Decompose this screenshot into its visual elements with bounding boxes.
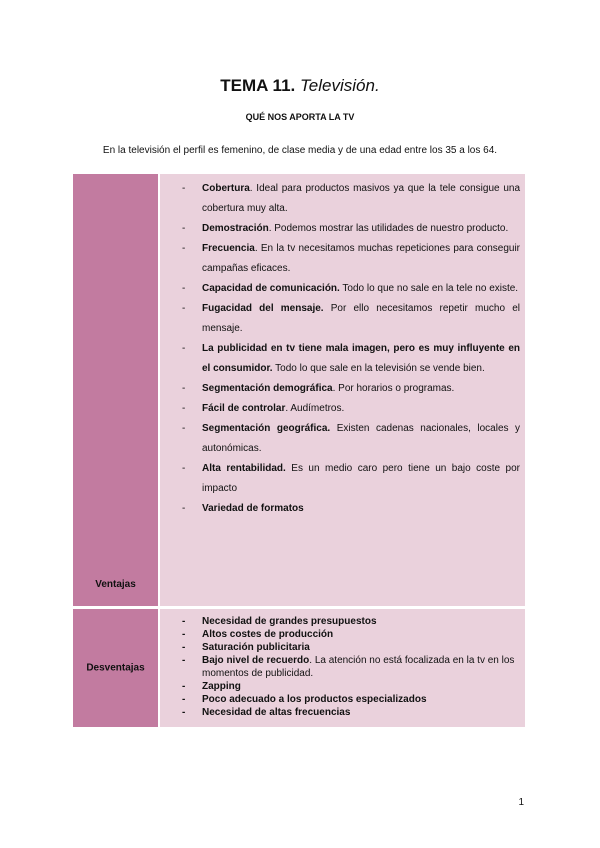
list-item-term: Capacidad de comunicación. xyxy=(202,283,340,294)
list-item xyxy=(180,628,520,641)
list-item xyxy=(180,179,520,219)
ventajas-row xyxy=(73,174,525,609)
ventajas-label: Ventajas xyxy=(95,579,136,590)
list-item-description: . Podemos mostrar las utilidades de nuestro producto. xyxy=(268,223,509,234)
list-item-term: Necesidad de altas frecuencias xyxy=(202,707,351,718)
list-item xyxy=(180,706,520,719)
section-subtitle: QUÉ NOS APORTA LA TV xyxy=(245,112,355,122)
title-bold: TEMA 11. xyxy=(220,76,296,95)
list-item-description: Por ello necesitamos repetir mucho el mensaje. xyxy=(202,303,521,334)
desventajas-row xyxy=(73,609,525,727)
list-item-description: Todo lo que sale en la televisión se vende bien. xyxy=(272,363,485,374)
list-item xyxy=(180,693,520,706)
list-item-term: Variedad de formatos xyxy=(202,503,304,514)
list-item-description: Existen cadenas nacionales, locales y autonómicas. xyxy=(202,423,520,454)
list-item xyxy=(180,299,520,339)
pros-cons-table xyxy=(73,174,525,727)
list-item xyxy=(180,419,520,459)
list-item-term: Saturación publicitaria xyxy=(202,642,310,653)
list-item xyxy=(180,499,520,519)
ventajas-body-cell xyxy=(160,174,525,606)
list-item xyxy=(180,459,520,499)
list-item-term: Demostración xyxy=(202,223,269,234)
list-item-description: . La atención no está focalizada en la tv en los momentos de publicidad. xyxy=(202,655,515,679)
intro-paragraph: En la televisión el perfil es femenino, de clase media y de una edad entre los 35 a los 64. xyxy=(102,145,498,156)
ventajas-label-cell xyxy=(73,174,158,606)
list-item xyxy=(180,615,520,628)
list-item xyxy=(180,239,520,279)
title-italic: Televisión. xyxy=(299,76,380,95)
list-item-description: Es un medio caro pero tiene un bajo coste por impacto xyxy=(202,463,520,494)
list-item-term: Cobertura xyxy=(202,183,250,194)
page-title xyxy=(0,76,600,96)
ventajas-list xyxy=(180,179,520,519)
list-item xyxy=(180,339,520,379)
list-item xyxy=(180,399,520,419)
list-item-description: . En la tv necesitamos muchas repeticiones para conseguir campañas eficaces. xyxy=(202,243,520,274)
list-item-term: Altos costes de producción xyxy=(202,629,334,640)
list-item-term: La publicidad en tv tiene mala imagen, pero es muy influyente en el consumidor. xyxy=(202,343,520,374)
list-item-term: Zapping xyxy=(202,681,241,692)
list-item-term: Segmentación demográfica xyxy=(202,383,333,394)
desventajas-body-cell xyxy=(160,609,525,727)
list-item-term: Fácil de controlar xyxy=(202,403,286,414)
desventajas-list xyxy=(180,615,520,719)
list-item-term: Segmentación geográfica. xyxy=(202,423,331,434)
desventajas-label: Desventajas xyxy=(86,662,145,674)
list-item-term: Poco adecuado a los productos especializados xyxy=(202,694,427,705)
list-item-term: Fugacidad del mensaje. xyxy=(202,303,324,314)
list-item-description: Todo lo que no sale en la tele no existe. xyxy=(339,283,519,294)
list-item xyxy=(180,219,520,239)
page-number: 1 xyxy=(518,797,524,808)
list-item-description: . Ideal para productos masivos ya que la tele consigue una cobertura muy alta. xyxy=(202,183,520,214)
list-item xyxy=(180,279,520,299)
list-item xyxy=(180,654,520,680)
list-item xyxy=(180,641,520,654)
list-item xyxy=(180,379,520,399)
list-item-term: Frecuencia xyxy=(202,243,255,254)
list-item-term: Necesidad de grandes presupuestos xyxy=(202,616,377,627)
desventajas-label-cell xyxy=(73,609,158,727)
list-item xyxy=(180,680,520,693)
list-item-description: . Audímetros. xyxy=(285,403,345,414)
list-item-description: . Por horarios o programas. xyxy=(332,383,455,394)
list-item-term: Bajo nivel de recuerdo xyxy=(202,655,310,666)
list-item-term: Alta rentabilidad. xyxy=(202,463,286,474)
